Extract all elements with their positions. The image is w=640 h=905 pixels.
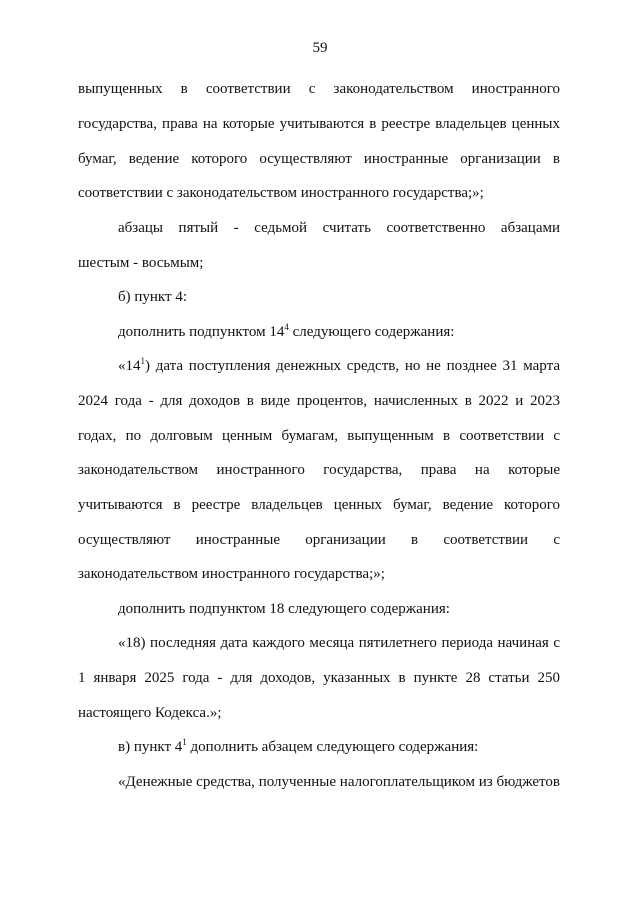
text-line: 2024 года - для доходов в виде процентов, начисленных в 2022 и 2023 [78,393,560,409]
superscript: 1 [182,737,187,747]
text-segment: дополнить абзацем следующего содержания: [186,739,479,755]
text-line: законодательством иностранного государства, права на которые [78,462,560,478]
text-line [118,737,560,757]
superscript: 1 [140,356,145,366]
text-line: абзацы пятый - седьмой считать соответственно абзацами [118,220,560,236]
text-segment: «14 [118,358,141,374]
text-line: учитываются в реестре владельцев ценных бумаг, ведение которого [78,497,560,513]
page-number: 59 [312,40,328,56]
text-line: годах, по долговым ценным бумагам, выпущенным в соответствии с [78,428,560,444]
text-line: «18) последняя дата каждого месяца пятилетнего периода начиная с [118,635,560,651]
text-line: осуществляют иностранные организации в соответствии с [78,532,560,548]
text-line: дополнить подпунктом 18 следующего содержания: [118,601,450,617]
text-segment: дополнить подпунктом 14 [118,324,285,340]
text-line: выпущенных в соответствии с законодательством иностранного [78,81,560,97]
text-line [118,322,560,342]
text-line: «Денежные средства, полученные налогоплательщиком из бюджетов [118,774,560,790]
superscript: 4 [284,322,289,332]
text-line: б) пункт 4: [118,289,187,305]
text-line: бумаг, ведение которого осуществляют иностранные организации в [78,151,560,167]
text-line: шестым - восьмым; [78,255,204,271]
text-line: 1 января 2025 года - для доходов, указанных в пункте 28 статьи 250 [78,670,560,686]
text-line: государства, права на которые учитываются в реестре владельцев ценных [78,116,560,132]
text-line [118,356,560,376]
text-line: законодательством иностранного государства;»; [78,566,385,582]
text-segment: ) дата поступления денежных средств, но не позднее 31 марта [145,358,560,374]
text-segment: следующего содержания: [288,324,455,340]
text-line: соответствии с законодательством иностранного государства;»; [78,185,484,201]
text-segment: в) пункт 4 [118,739,183,755]
text-line: настоящего Кодекса.»; [78,705,222,721]
